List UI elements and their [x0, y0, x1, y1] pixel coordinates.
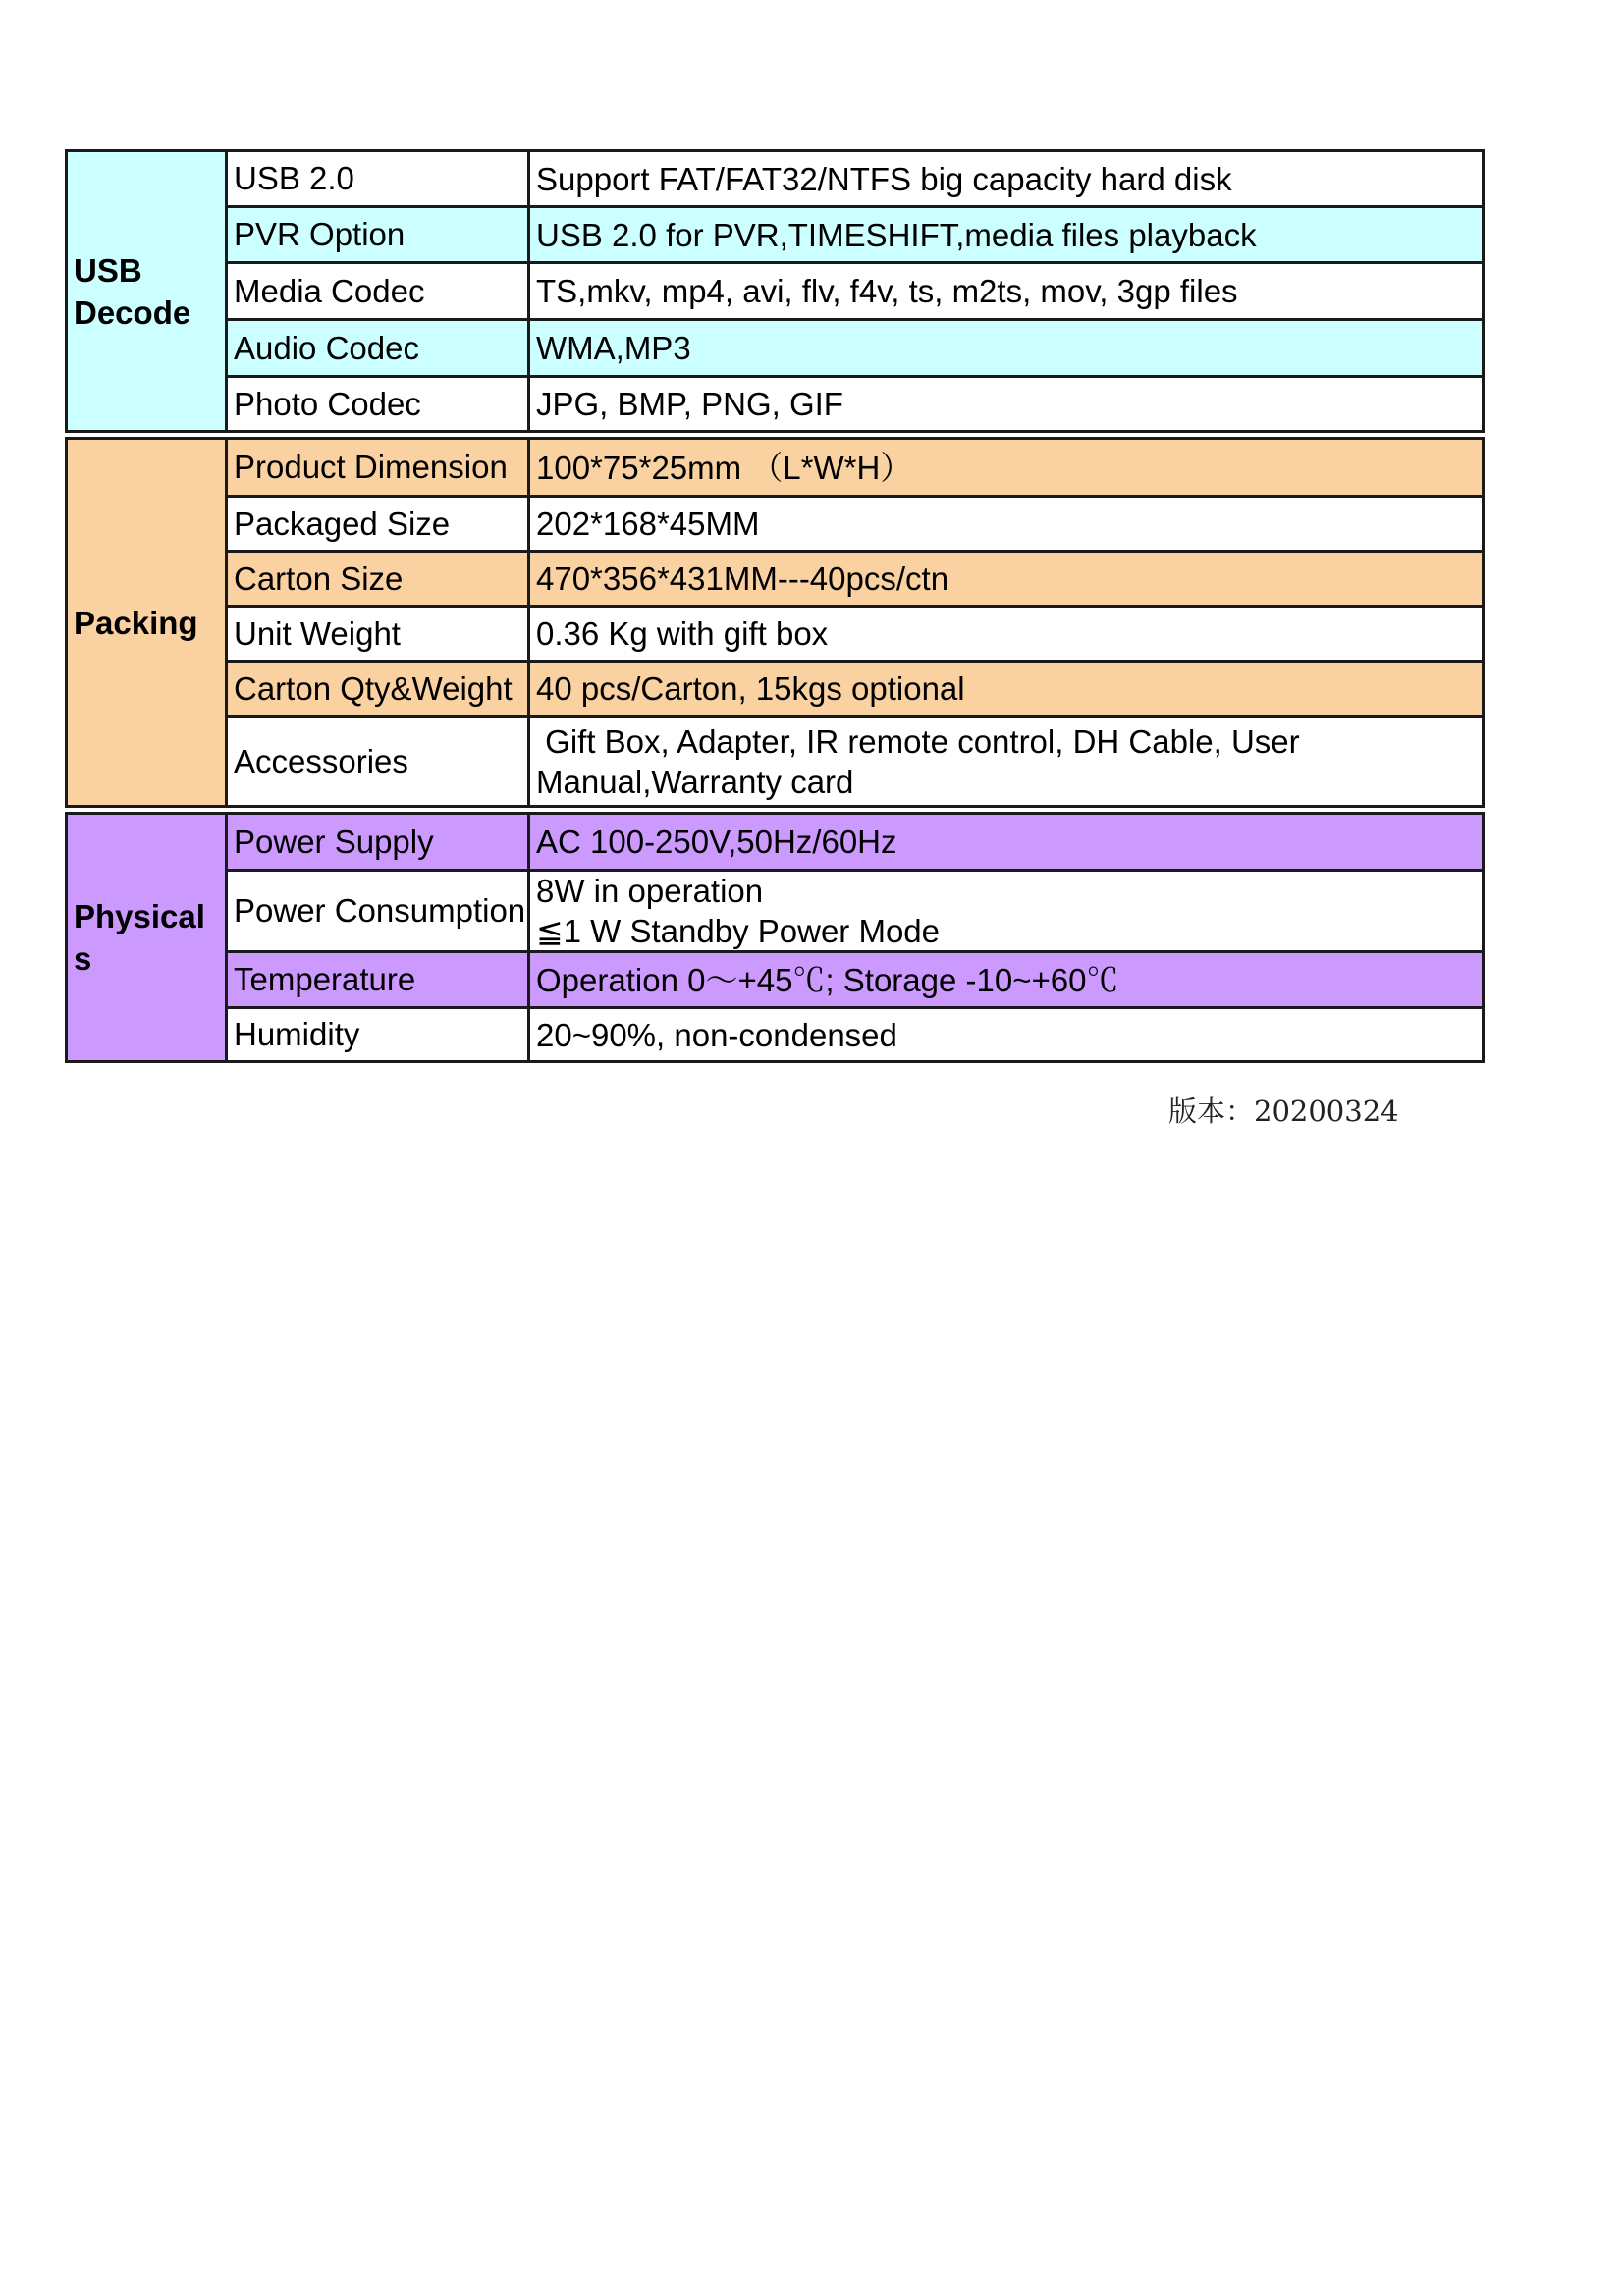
- section-label-physicals: [68, 815, 228, 1060]
- spec-row: [228, 715, 1482, 805]
- spec-name: Packaged Size: [228, 498, 530, 550]
- spec-row: [228, 261, 1482, 318]
- spec-name: Unit Weight: [228, 608, 530, 660]
- spec-value: 100*75*25mm （L*W*H）: [536, 449, 913, 486]
- section-label-line: Physical: [74, 898, 205, 934]
- spec-row: [228, 605, 1482, 660]
- spec-row: [228, 152, 1482, 205]
- spec-name: Carton Size: [228, 553, 530, 605]
- spec-row: [228, 318, 1482, 375]
- spec-table: [65, 149, 1485, 1063]
- spec-row: [228, 815, 1482, 869]
- spec-name: Carton Qty&Weight: [228, 663, 530, 715]
- version-stamp: 版本：20200324: [1168, 1095, 1399, 1128]
- spec-name: Photo Codec: [228, 378, 530, 430]
- spec-row: [228, 660, 1482, 715]
- spec-row: [228, 440, 1482, 495]
- section-label-line: s: [74, 940, 92, 977]
- spec-name: Power Consumption: [228, 872, 530, 950]
- spec-value: Operation 0～+45℃; Storage -10~+60℃: [536, 961, 1119, 998]
- spec-row: [228, 869, 1482, 950]
- spec-name: Accessories: [228, 718, 530, 805]
- spec-value: JPG, BMP, PNG, GIF: [536, 386, 843, 422]
- section-packing: [65, 437, 1485, 808]
- spec-name: Product Dimension: [228, 440, 530, 495]
- section-label-usb-decode: [68, 152, 228, 430]
- spec-row: [228, 495, 1482, 550]
- spec-value: 20~90%, non-condensed: [536, 1016, 897, 1053]
- section-label-line: Decode: [74, 294, 191, 331]
- spec-value: 40 pcs/Carton, 15kgs optional: [536, 670, 965, 707]
- spec-name: USB 2.0: [228, 152, 530, 205]
- spec-name: Temperature: [228, 953, 530, 1006]
- spec-value: 8W in operation ≦1 W Standby Power Mode: [536, 873, 941, 949]
- section-label-line: USB: [74, 251, 142, 289]
- spec-value: WMA,MP3: [536, 330, 691, 366]
- spec-value: USB 2.0 for PVR,TIMESHIFT,media files playback: [536, 216, 1257, 253]
- spec-row: [228, 375, 1482, 430]
- spec-name: Media Codec: [228, 264, 530, 318]
- spec-name: Audio Codec: [228, 321, 530, 375]
- spec-value: 0.36 Kg with gift box: [536, 615, 829, 652]
- spec-name: PVR Option: [228, 208, 530, 261]
- section-physicals: [65, 812, 1485, 1063]
- spec-row: [228, 205, 1482, 261]
- section-usb-decode: [65, 149, 1485, 433]
- spec-row: [228, 550, 1482, 605]
- spec-value: TS,mkv, mp4, avi, flv, f4v, ts, m2ts, mov, 3gp files: [536, 273, 1238, 309]
- spec-row: [228, 950, 1482, 1006]
- spec-value: AC 100-250V,50Hz/60Hz: [536, 824, 897, 860]
- spec-row: [228, 1006, 1482, 1060]
- spec-name: Power Supply: [228, 815, 530, 869]
- spec-value: Support FAT/FAT32/NTFS big capacity hard disk: [536, 160, 1232, 197]
- spec-value: Gift Box, Adapter, IR remote control, DH Cable, User Manual,Warranty card: [536, 722, 1300, 800]
- spec-value: 470*356*431MM---40pcs/ctn: [536, 561, 949, 597]
- spec-name: Humidity: [228, 1009, 530, 1060]
- spec-value: 202*168*45MM: [536, 506, 760, 542]
- section-label-packing: Packing: [68, 440, 228, 805]
